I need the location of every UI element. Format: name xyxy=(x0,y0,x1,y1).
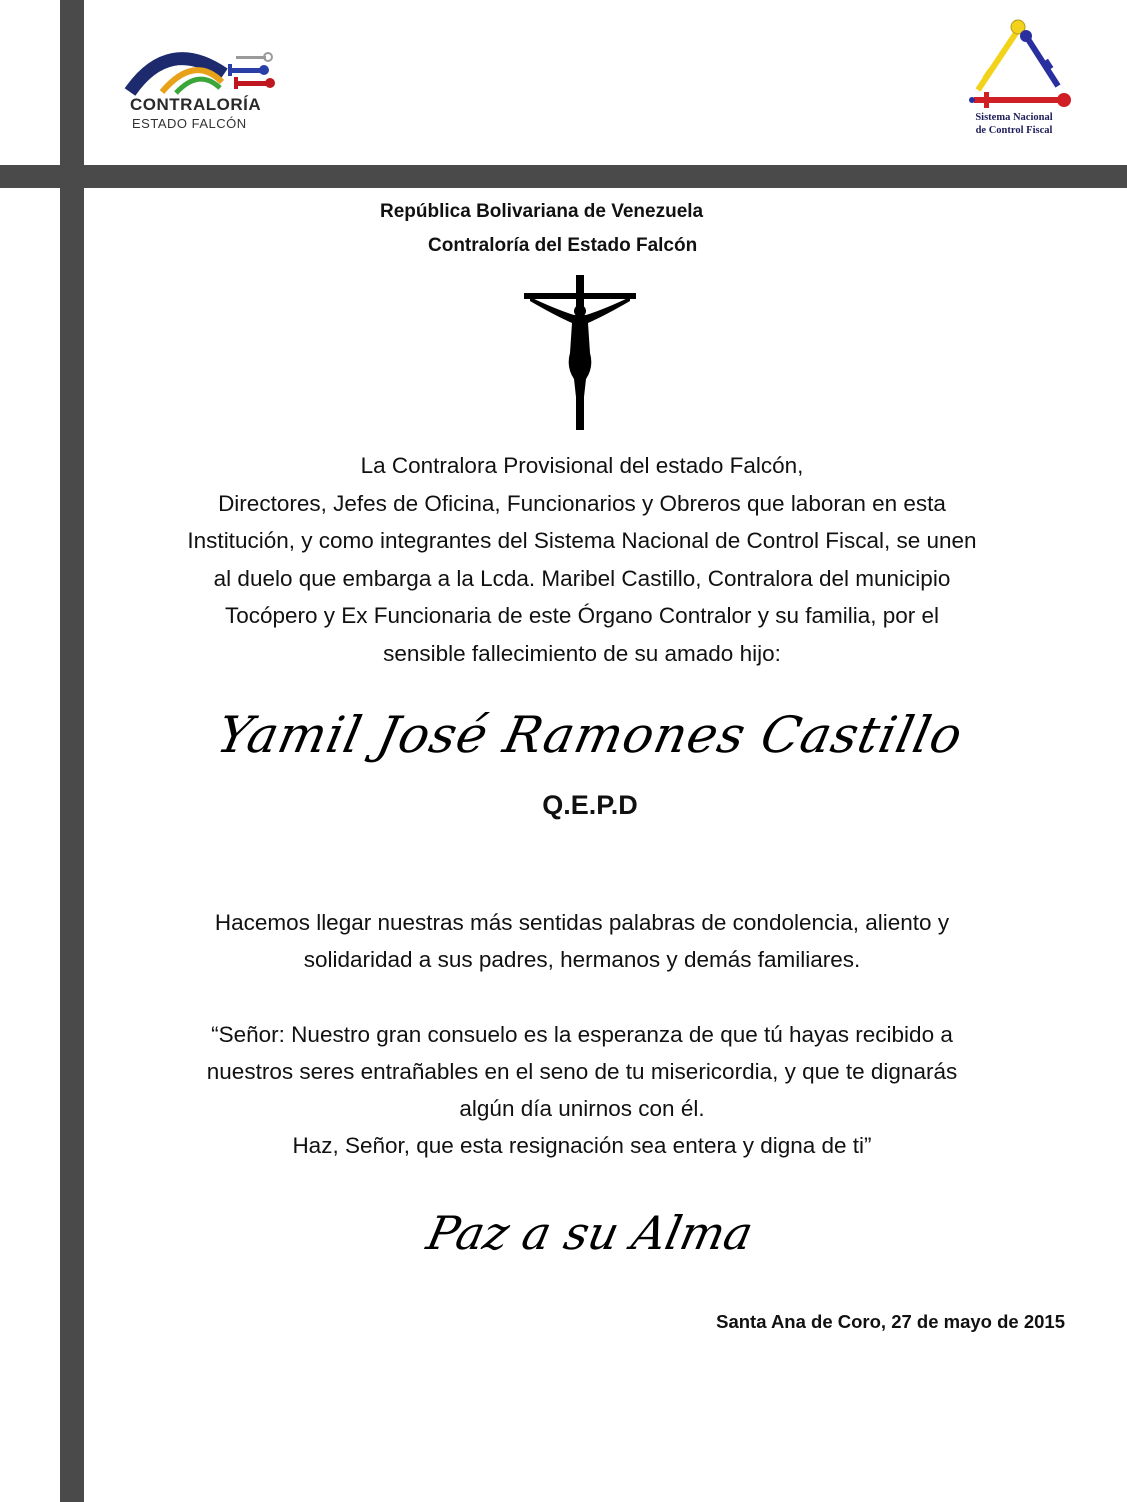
triangle-keys-emblem xyxy=(960,14,1078,112)
key-gray-icon xyxy=(236,53,272,61)
logo-right-title: Sistema Nacional xyxy=(975,112,1053,123)
key-red-icon xyxy=(974,92,1071,108)
sistema-nacional-control-fiscal-logo xyxy=(960,14,1078,146)
prayer-line: Haz, Señor, que esta resignación sea entera y digna de ti” xyxy=(292,1133,872,1158)
key-yellow-icon xyxy=(978,20,1025,90)
condolence-line: Hacemos llegar nuestras más sentidas palabras de condolencia, aliento y xyxy=(214,910,950,935)
announcement-line: Tocópero y Ex Funcionaria de este Órgano Contralor y su familia, por el xyxy=(224,603,940,628)
announcement-line: Directores, Jefes de Oficina, Funcionarios y Obreros que laboran en esta xyxy=(218,490,946,516)
contraloria-arc-emblem xyxy=(124,42,284,98)
header-contraloria: Contraloría del Estado Falcón xyxy=(428,235,698,256)
qepd-label: Q.E.P.D xyxy=(542,790,638,820)
announcement-line: La Contralora Provisional del estado Falcón, xyxy=(360,453,804,478)
header-republic: República Bolivariana de Venezuela xyxy=(380,201,704,222)
cross-bar-horizontal xyxy=(0,165,1127,188)
condolence-paragraph xyxy=(88,904,1076,978)
key-red-icon xyxy=(234,77,275,89)
logo-right-subtitle: de Control Fiscal xyxy=(975,125,1053,136)
condolence-line: solidaridad a sus padres, hermanos y demás familiares. xyxy=(303,947,861,972)
closing-phrase: Paz a su Alma xyxy=(422,1206,758,1260)
logo-left-title: CONTRALORÍA xyxy=(130,95,262,114)
place-and-date: Santa Ana de Coro, 27 de mayo de 2015 xyxy=(716,1311,1065,1332)
announcement-line: sensible fallecimiento de su amado hijo: xyxy=(383,640,781,666)
prayer-paragraph xyxy=(88,1016,1076,1164)
crucifix-icon xyxy=(520,275,640,430)
announcement-line: Institución, y como integrantes del Sistema Nacional de Control Fiscal, se unen xyxy=(187,528,977,553)
key-blue-icon xyxy=(228,64,269,76)
cross-bar-vertical xyxy=(60,0,84,1502)
deceased-name: Yamil José Ramones Castillo xyxy=(211,706,969,764)
contraloria-falcon-logo xyxy=(124,42,284,134)
logo-left-subtitle: ESTADO FALCÓN xyxy=(132,116,247,131)
prayer-line: “Señor: Nuestro gran consuelo es la esperanza de que tú hayas recibido a xyxy=(211,1022,953,1047)
key-blue-icon xyxy=(1020,30,1058,86)
announcement-paragraph xyxy=(88,447,1076,672)
announcement-line: al duelo que embarga a la Lcda. Maribel Castillo, Contralora del municipio xyxy=(213,565,951,591)
prayer-line: algún día unirnos con él. xyxy=(459,1096,705,1121)
prayer-line: nuestros seres entrañables en el seno de tu misericordia, y que te dignarás xyxy=(206,1059,958,1084)
